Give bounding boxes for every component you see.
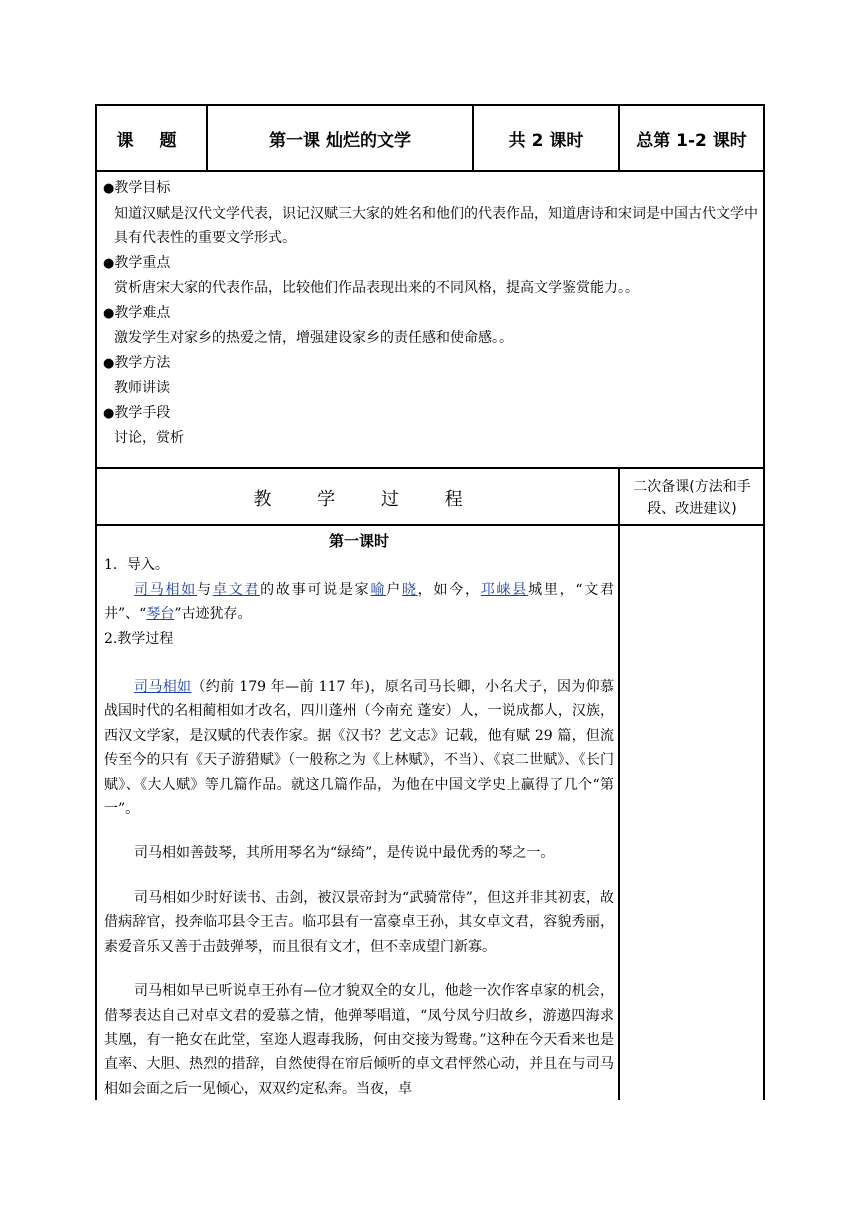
objectives-heading: ●教学目标 bbox=[103, 180, 171, 196]
paragraph-qin: 司马相如善鼓琴，其所用琴名为“绿绮”，是传说中最优秀的琴之一。 bbox=[134, 845, 555, 862]
table-right-border bbox=[763, 104, 765, 1100]
spacer bbox=[104, 866, 614, 886]
bullet-icon: ● bbox=[103, 355, 115, 371]
total-periods: 总第 1-2 课时 bbox=[636, 130, 747, 151]
method-text: 教师讲读 bbox=[114, 380, 170, 396]
bullet-icon: ● bbox=[103, 181, 115, 196]
teaching-info-block bbox=[103, 176, 763, 451]
lesson-period-title: 第一课时 bbox=[328, 532, 389, 550]
lesson-content bbox=[104, 529, 614, 1101]
method-heading: ●教学方法 bbox=[103, 354, 171, 371]
key-points-text: 赏析唐宋大家的代表作品，比较他们作品表现出来的不同风格，提高文学鉴赏能力。。 bbox=[114, 280, 639, 296]
means-text: 讨论，赏析 bbox=[114, 430, 184, 446]
header-bottom-border bbox=[95, 170, 765, 172]
period-count: 共 2 课时 bbox=[508, 130, 584, 151]
paragraph-youth: 司马相如少时好读书、击剑，被汉景帝封为“武骑常侍”，但这并非其初衷，故借病辞官，投奔临邛县令王吉。临邛县有一富豪卓王孙，其女卓文君，容貌秀丽，素爱音乐又善于击鼓弹琴，而且很有文才，但不幸成望门新寡。 bbox=[104, 889, 614, 955]
info-bottom-border bbox=[95, 467, 765, 469]
notes-column-divider bbox=[618, 467, 620, 1100]
lesson-title: 第一课 灿烂的文学 bbox=[269, 130, 411, 151]
means-heading: ●教学手段 bbox=[103, 404, 171, 421]
link-qionglai[interactable]: 邛崃县 bbox=[480, 581, 529, 598]
bullet-icon: ● bbox=[103, 255, 115, 271]
difficulties-text: 激发学生对家乡的热爱之情，增强建设家乡的责任感和使命感。。 bbox=[114, 330, 513, 346]
link-zhuo-wenjun[interactable]: 卓文君 bbox=[212, 581, 261, 598]
difficulties-heading: ●教学难点 bbox=[103, 304, 171, 321]
process-title: 教 学 过 程 bbox=[253, 489, 483, 510]
link-sima-xiangru[interactable]: 司马相如 bbox=[134, 581, 198, 598]
spacer bbox=[104, 651, 614, 675]
step-intro: 1．导入。 bbox=[104, 557, 169, 574]
paragraph-romance: 司马相如早已听说卓王孙有—位才貌双全的女儿，他趁一次作客卓家的机会，借琴表达自己对卓文君的爱慕之情，他弹琴唱道，“凤兮凤兮归故乡，游遨四海求其凰，有一艳女在此堂，室迩人遐毒我肠，何由交接为鸳鸯。”这种在今天看来也是直率、大胆、热烈的措辞，自然使得在帘后倾听的卓文君怦然心动，并且在与司马相如会面之后一见倾心，双双约定私奔。当夜，卓 bbox=[104, 983, 614, 1097]
paragraph-biography: 司马相如（约前 179 年—前 117 年)，原名司马长卿，小名犬子，因为仰慕战国时代的名相蔺相如才改名，四川蓬州（今南充 蓬安）人，一说成都人，汉族，西汉文学家，是汉赋的代表作家。据《汉书？艺文志》记载，他有赋 29 篇，但流传至今的只有《天子游猎赋》（一般称之为《上林赋》，不当）、《哀二世赋》、《长门赋》、《大人赋》等几篇作品。就这几篇作品，为他在中国文学史上赢得了几个“第一”。 bbox=[104, 679, 614, 818]
bullet-icon: ● bbox=[103, 405, 115, 421]
spacer bbox=[104, 821, 614, 841]
key-points-heading: ●教学重点 bbox=[103, 254, 171, 271]
notes-column-title: 二次备课(方法和手段、改进建议) bbox=[633, 479, 751, 517]
step-process: 2.教学过程 bbox=[104, 630, 174, 647]
link-yu[interactable]: 喻 bbox=[370, 581, 387, 598]
bullet-icon: ● bbox=[103, 305, 115, 321]
link-qintai[interactable]: 琴台 bbox=[146, 606, 175, 623]
table-left-border bbox=[95, 104, 97, 1100]
link-sima-xiangru-bio[interactable]: 司马相如 bbox=[134, 679, 192, 696]
link-xiao[interactable]: 晓 bbox=[401, 581, 418, 598]
intro-paragraph: 司马相如与卓文君的故事可说是家喻户晓，如今，邛崃县城里，“文君井”、“琴台”古迹犹存。 bbox=[104, 581, 615, 623]
objectives-text: 知道汉赋是汉代文学代表，识记汉赋三大家的姓名和他们的代表作品，知道唐诗和宋词是中国古代文学中具有代表性的重要文学形式。 bbox=[114, 205, 758, 246]
spacer bbox=[104, 959, 614, 979]
subject-label: 课 题 bbox=[116, 130, 187, 151]
